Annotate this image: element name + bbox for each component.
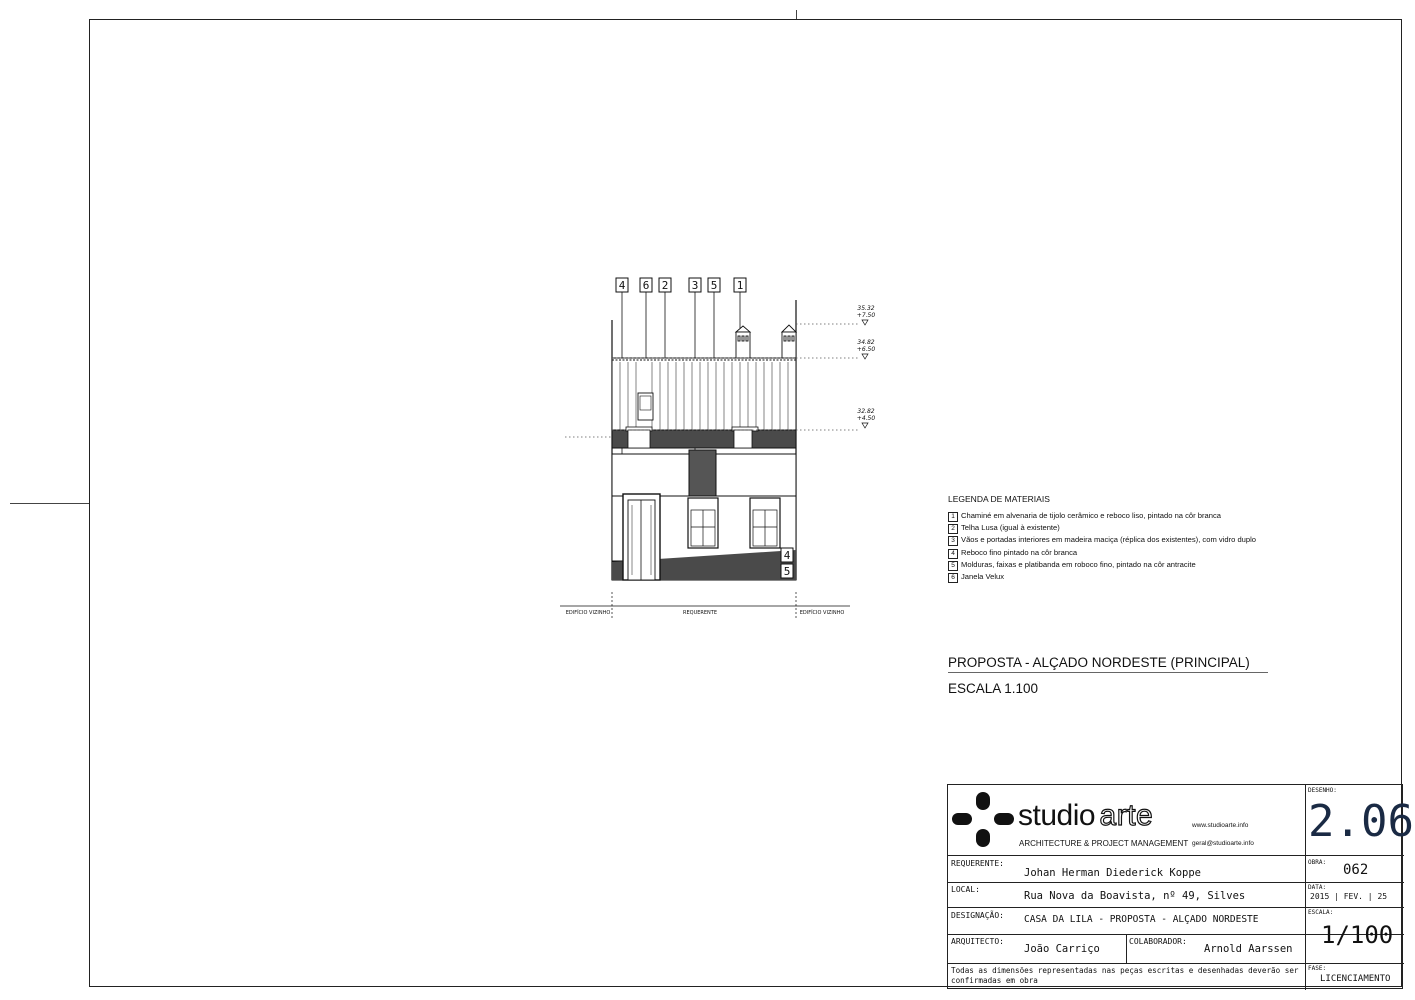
level-1-rel: +7.50 [856, 312, 876, 319]
local-value: Rua Nova da Boavista, nº 49, Silves [1024, 890, 1246, 902]
local-label: LOCAL: [951, 885, 980, 894]
desenho-label: DESENHO: [1308, 787, 1337, 794]
window-right [750, 498, 780, 548]
level-3-rel: +4.50 [856, 415, 876, 422]
colaborador-label: COLABORADOR: [1129, 937, 1187, 946]
ground-label-right: EDIFÍCIO VIZINHO [799, 610, 845, 616]
drawing-number: 2.06 [1308, 796, 1414, 847]
fase-label: FASE: [1308, 965, 1327, 972]
legend-item: 2 Telha Lusa (igual à existente) [948, 522, 1256, 534]
data-label: DATA: [1308, 884, 1327, 891]
legend-item: 3 Vãos e portadas interiores em madeira maciça (réplica dos existentes), com vidro duplo [948, 534, 1256, 546]
level-3-abs: 32.82 [857, 408, 875, 415]
callout-1: 1 [736, 279, 744, 292]
brand-subtitle: ARCHITECTURE & PROJECT MANAGEMENT [1019, 839, 1189, 848]
title-block [947, 784, 1414, 989]
brand-wordmark: studio arte [1018, 799, 1154, 832]
fase-value: LICENCIAMENTO [1320, 974, 1391, 984]
date-month: FEV. [1343, 892, 1363, 901]
sheet-scale: ESCALA 1.100 [948, 681, 1039, 696]
roof-tiles [612, 358, 796, 430]
ground-label-left: EDIFÍCIO VIZINHO [565, 610, 611, 616]
chimneys [736, 325, 796, 358]
requerente-value: Johan Herman Diederick Koppe [1024, 867, 1202, 879]
callout-2: 2 [661, 279, 669, 292]
entrance-door [623, 494, 660, 580]
brand-email: geral@studioarte.info [1192, 840, 1254, 847]
date-day: 25 [1377, 892, 1388, 901]
level-2-abs: 34.82 [857, 339, 875, 346]
callout-row [616, 278, 746, 292]
elevation-drawing [560, 270, 876, 630]
colaborador-value: Arnold Aarssen [1204, 943, 1293, 955]
legend-item: 5 Molduras, faixas e platibanda em roboco fino, pintado na côr antracite [948, 559, 1256, 571]
callout-5: 5 [710, 279, 718, 292]
legend-item: 1 Chaminé em alvenaria de tijolo cerâmico e reboco liso, pintado na côr branca [948, 510, 1256, 522]
legend-item: 6 Janela Velux [948, 571, 1256, 583]
arquitecto-value: João Carriço [1024, 943, 1100, 955]
arquitecto-label: ARQUITECTO: [951, 937, 1004, 946]
obra-value: 062 [1343, 862, 1369, 878]
brand-website: www.studioarte.info [1192, 822, 1249, 829]
escala-value: 1/100 [1321, 921, 1394, 949]
legend-title: LEGENDA DE MATERIAIS [948, 494, 1050, 504]
studio-arte-logo-icon [952, 791, 1016, 851]
escala-label: ESCALA: [1308, 909, 1334, 916]
date-year: 2015 [1310, 892, 1330, 901]
window-left [688, 498, 718, 548]
side-callout-4: 4 [783, 549, 791, 562]
callout-6: 6 [642, 279, 650, 292]
legend-item: 4 Reboco fino pintado na côr branca [948, 547, 1256, 559]
sheet-title: PROPOSTA - ALÇADO NORDESTE (PRINCIPAL) [948, 655, 1268, 673]
callout-3: 3 [691, 279, 699, 292]
sheet-fold-mark [10, 503, 89, 504]
level-2-rel: +6.50 [856, 346, 876, 353]
obra-label: OBRA: [1308, 859, 1327, 866]
designacao-label: DESIGNAÇÃO: [951, 911, 1004, 920]
materials-legend [948, 510, 1256, 583]
ground-label-center: REQUERENTE [683, 610, 717, 616]
level-1-abs: 35.32 [857, 305, 875, 312]
requerente-label: REQUERENTE: [951, 859, 1004, 868]
callout-4: 4 [618, 279, 626, 292]
designacao-value: CASA DA LILA - PROPOSTA - ALÇADO NORDESTE [1024, 914, 1259, 925]
side-callout-5: 5 [783, 565, 791, 578]
date-value: 2015 | FEV. | 25 [1310, 892, 1388, 901]
dimensions-note: Todas as dimensões representadas nas peças escritas e desenhadas deverão ser confirmadas em obra [951, 966, 1299, 985]
